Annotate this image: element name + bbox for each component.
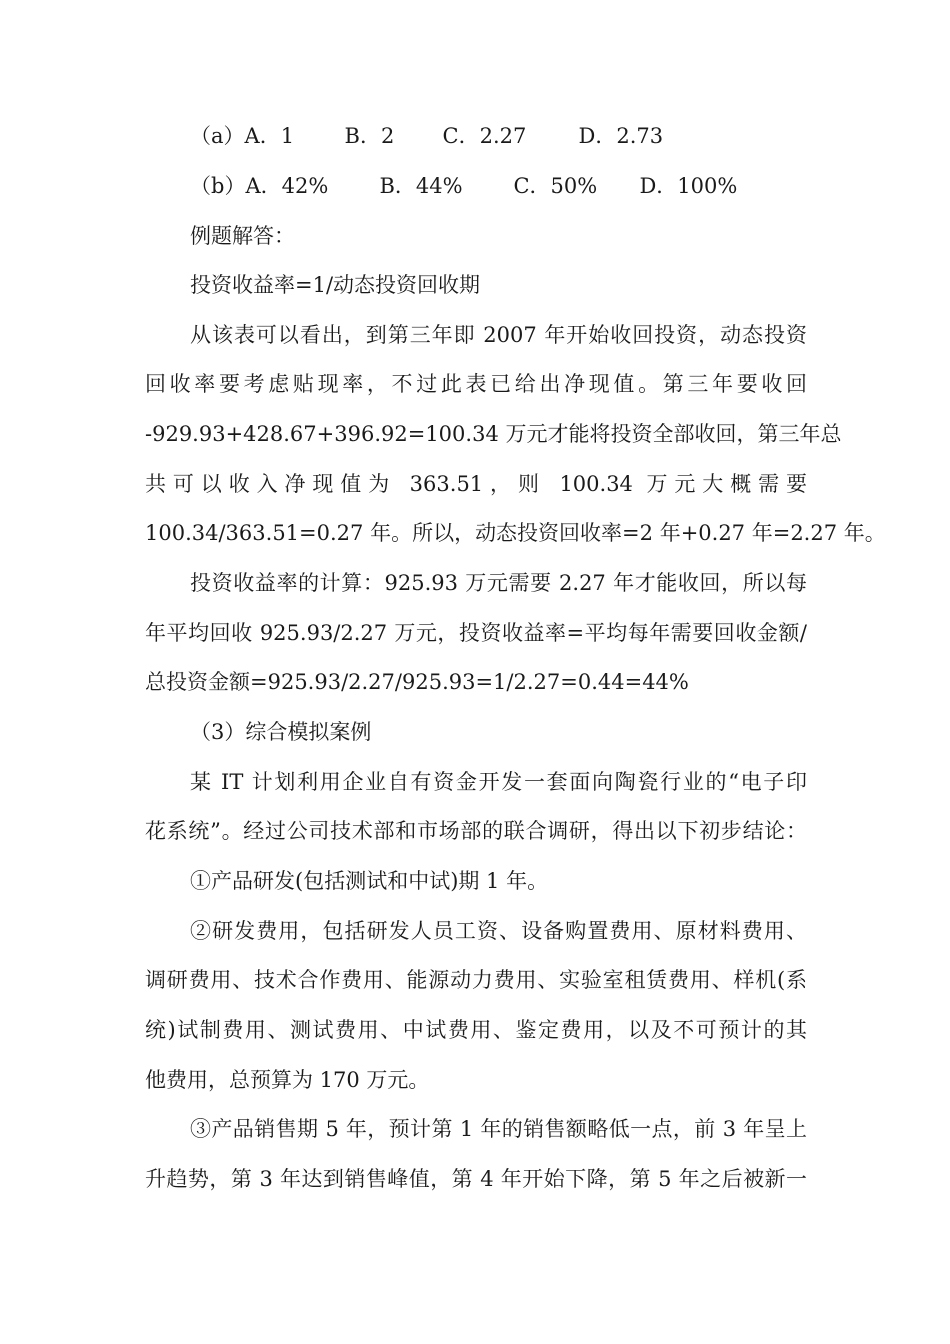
- paragraph-line: 从该表可以看出，到第三年即 2007 年开始收回投资，动态投资: [190, 323, 807, 347]
- list-item-2-line: 调研费用、技术合作费用、能源动力费用、实验室租赁费用、样机(系: [145, 968, 807, 992]
- option-b-3: C．50%: [513, 174, 598, 198]
- option-b-1: A．42%: [245, 174, 329, 198]
- option-a-3: C．2.27: [442, 124, 527, 148]
- paragraph-line: -929.93+428.67+396.92=100.34 万元才能将投资全部收回，第三年总: [145, 422, 842, 446]
- option-a-2: B．2: [344, 124, 395, 148]
- option-b-4: D．100%: [639, 174, 738, 198]
- list-item-3-line: 升趋势，第 3 年达到销售峰值，第 4 年开始下降，第 5 年之后被新一: [145, 1167, 807, 1191]
- formula-line: 投资收益率=1/动态投资回收期: [190, 273, 481, 297]
- question-a-options: [190, 121, 807, 151]
- paragraph-line: 回收率要考虑贴现率，不过此表已给出净现值。第三年要收回: [145, 372, 807, 396]
- paragraph-line: 总投资金额=925.93/2.27/925.93=1/2.27=0.44=44%: [145, 670, 689, 694]
- question-b-label: （b）: [190, 174, 246, 198]
- answer-heading: 例题解答：: [190, 224, 295, 248]
- list-item-2-line: 统)试制费用、测试费用、中试费用、鉴定费用，以及不可预计的其: [145, 1018, 807, 1042]
- list-item-1: ①产品研发(包括测试和中试)期 1 年。: [190, 869, 549, 893]
- paragraph-line: 投资收益率的计算：925.93 万元需要 2.27 年才能收回，所以每: [190, 571, 807, 595]
- paragraph-line: 共可以收入净现值为 363.51，则 100.34 万元大概需要: [145, 472, 807, 496]
- option-a-1: A．1: [244, 124, 295, 148]
- paragraph-line: 花系统”。经过公司技术部和市场部的联合调研，得出以下初步结论：: [145, 819, 807, 843]
- list-item-3-line: ③产品销售期 5 年，预计第 1 年的销售额略低一点，前 3 年呈上: [190, 1117, 807, 1141]
- paragraph-line: 某 IT 计划利用企业自有资金开发一套面向陶瓷行业的“电子印: [190, 770, 807, 794]
- question-b-options: [190, 171, 807, 201]
- list-item-2-line: 他费用，总预算为 170 万元。: [145, 1068, 430, 1092]
- question-a-label: （a）: [190, 124, 245, 148]
- paragraph-line: 年平均回收 925.93/2.27 万元，投资收益率=平均每年需要回收金额/: [145, 621, 807, 645]
- paragraph-line: 100.34/363.51=0.27 年。所以，动态投资回收率=2 年+0.27 年=2.27 年。: [145, 521, 886, 545]
- list-item-2-line: ②研发费用，包括研发人员工资、设备购置费用、原材料费用、: [190, 919, 807, 943]
- case-heading: （3）综合模拟案例: [190, 720, 372, 744]
- option-a-4: D．2.73: [578, 124, 664, 148]
- option-b-2: B．44%: [379, 174, 463, 198]
